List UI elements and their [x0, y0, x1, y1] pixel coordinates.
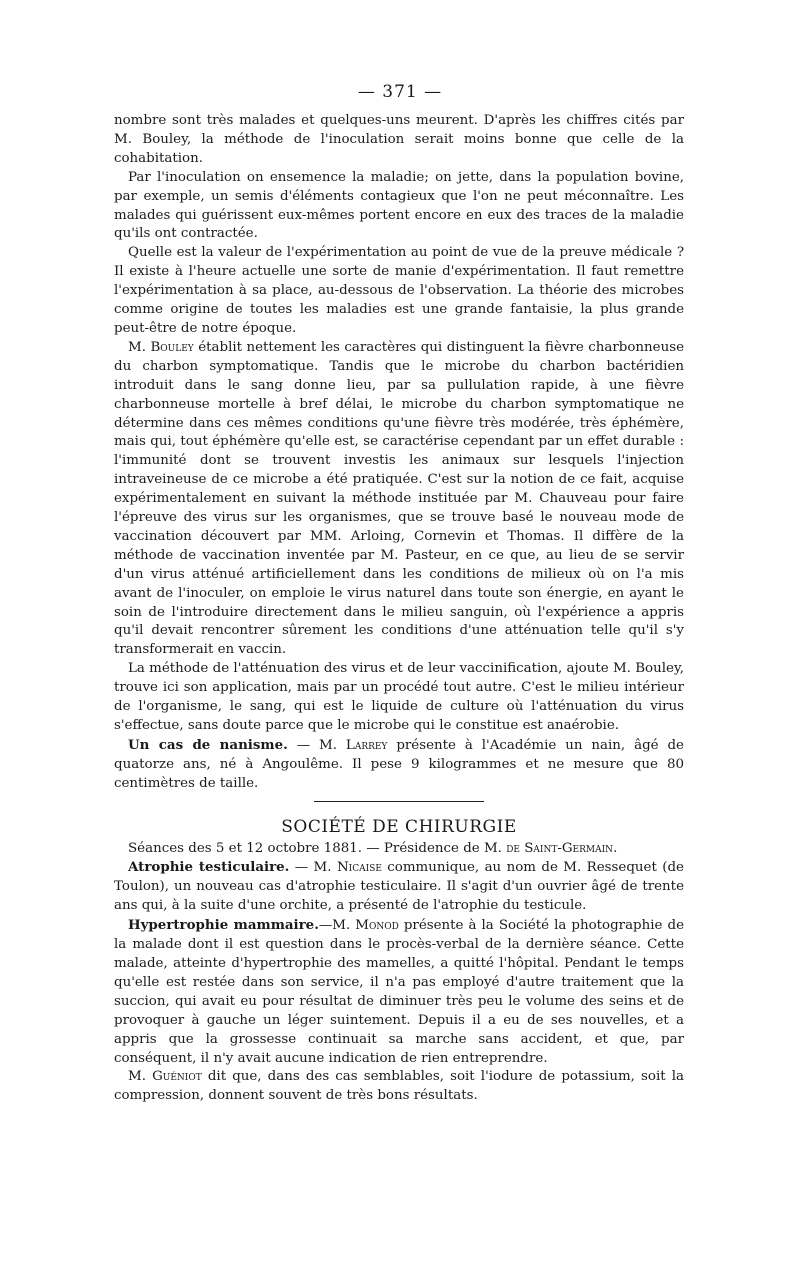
president-name: de Saint-Germain	[506, 840, 614, 856]
paragraph-gueniot	[114, 1068, 684, 1106]
paragraph-nanisme	[114, 736, 684, 794]
author-nicaise: Nicaise	[336, 860, 382, 876]
atrophie-title: Atrophie testiculaire.	[128, 859, 290, 876]
paragraph-5: La méthode de l'atténuation des virus et de leur vaccinification, ajoute M. Bouley, trouve ici son application, mais par un procédé tout autre. C'est le milieu intérieur de l'organisme, le sang, qui est le liquide de culture où l'atténuation du virus s'effectue, sans doute parce que le microbe qui le constitue est anaérobie.	[114, 661, 684, 733]
gueniot-text: dit que, dans des cas semblables, soit l'iodure de potassium, soit la compression, donnent souvent de très bons résultats.	[114, 1069, 684, 1104]
paragraph-4-text: établit nettement les caractères qui distinguent la fièvre charbonneuse du charbon symptomatique. Tandis que le microbe du charbon bactéridien introduit dans le sang donne lieu, par sa pullulation rapide, à une fièvre charbonneuse mortelle à bref délai, le microbe du charbon symptomatique ne détermine dans ces mêmes conditions qu'une fièvre très modérée, très éphémère, mais qui, tout éphémère qu'elle est, se caractérise cependant par un effet durable : l'immunité dont se trouvent investis les animaux sur lesquels l'injection intraveineuse de ce microbe a été pratiquée. C'est sur la notion de ce fait, acquise expérimentalement en suivant la méthode instituée par M. Chauveau pour faire l'épreuve des virus sur les organismes, que se trouve basé le nouveau mode de vaccination découvert par MM. Arloing, Cornevin et Thomas. Il diffère de la méthode de vaccination inventée par M. Pasteur, en ce que, au lieu de se servir d'un virus atténué artificiellement dans les conditions de milieux où on l'a mis avant de l'inoculer, on emploie le virus naturel dans toute son énergie, en ayant le soin de l'introduire directement dans le milieu sanguin, où l'expérience a appris qu'il devait rencontrer sûrement les conditions d'une atténuation telle qu'il s'y transformerait en vaccin.	[114, 339, 684, 658]
nanisme-title: Un cas de nanisme.	[128, 736, 288, 753]
author-gueniot: Guéniot	[152, 1069, 202, 1085]
paragraph-4	[114, 339, 684, 660]
seances-line	[114, 840, 684, 859]
paragraph-1: nombre sont très malades et quelques-uns meurent. D'après les chiffres cités par M. Bouley, la méthode de l'inoculation serait moins bonne que celle de la cohabitation.	[114, 113, 684, 166]
seances-text: Séances des 5 et 12 octobre 1881. — Présidence de M.	[128, 840, 507, 856]
gueniot-start: M.	[128, 1069, 153, 1085]
paragraph-4-start: M.	[128, 339, 151, 355]
author-larrey: Larrey	[345, 737, 388, 753]
paragraph-2: Par l'inoculation on ensemence la maladie; on jette, dans la population bovine, par exemple, un semis d'éléments contagieux que l'on ne peut méconnaître. Les malades qui guérissent eux-mêmes portent encore en eux des traces de la maladie qu'ils ont contractée.	[114, 169, 684, 242]
nanisme-text: présente à l'Académie un nain, âgé de quatorze ans, né à Angoulême. Il pese 9 kilogrammes et ne mesure que 80 centimètres de taille.	[114, 737, 684, 791]
body-text	[114, 112, 684, 1106]
section-title: SOCIÉTÉ DE CHIRURGIE	[281, 816, 517, 837]
hypertrophie-dash: —M.	[318, 918, 356, 934]
seances-end: .	[613, 840, 618, 856]
hypertrophie-text: présente à la Société la photographie de la malade dont il est question dans le procès-verbal de la dernière séance. Cette malade, atteinte d'hypertrophie des mamelles, a quitté l'hôpital. Pendant le temps qu'elle est restée dans son service, il n'a pas employé d'autre traitement que la succion, qui avait eu pour résultat de diminuer très peu le volume des seins et de provoquer à gauche un léger suintement. Depuis il a eu de ses nouvelles, et a appris que la grossesse continuait sa marche sans accident, et que, par conséquent, il n'y avait aucune indication de rien entreprendre.	[114, 918, 684, 1066]
paragraph-3: Quelle est la valeur de l'expérimentation au point de vue de la preuve médicale ? Il existe à l'heure actuelle une sorte de manie d'expérimentation. Il faut remettre l'expérimentation à sa place, au-dessous de l'observation. La théorie des microbes comme origine de toutes les maladies est une grande fantaisie, la plus grande peut-être de notre époque.	[114, 245, 684, 336]
nanisme-dash: — M.	[287, 737, 346, 753]
section-rule	[314, 801, 484, 802]
author-monod: Monod	[355, 918, 399, 934]
hypertrophie-title: Hypertrophie mammaire.	[128, 917, 319, 934]
atrophie-dash: — M.	[289, 860, 337, 876]
atrophie-text: communique, au nom de M. Ressequet (de Toulon), un nouveau cas d'atrophie testiculaire. Il s'agit d'un ouvrier âgé de trente ans qui, à la suite d'une orchite, a présenté de l'atrophie du testicule.	[114, 860, 684, 914]
paragraph-atrophie	[114, 858, 684, 916]
page-number: — 371 —	[357, 82, 443, 102]
author-bouley: Bouley	[150, 339, 194, 355]
paragraph-hypertrophie	[114, 916, 684, 1068]
